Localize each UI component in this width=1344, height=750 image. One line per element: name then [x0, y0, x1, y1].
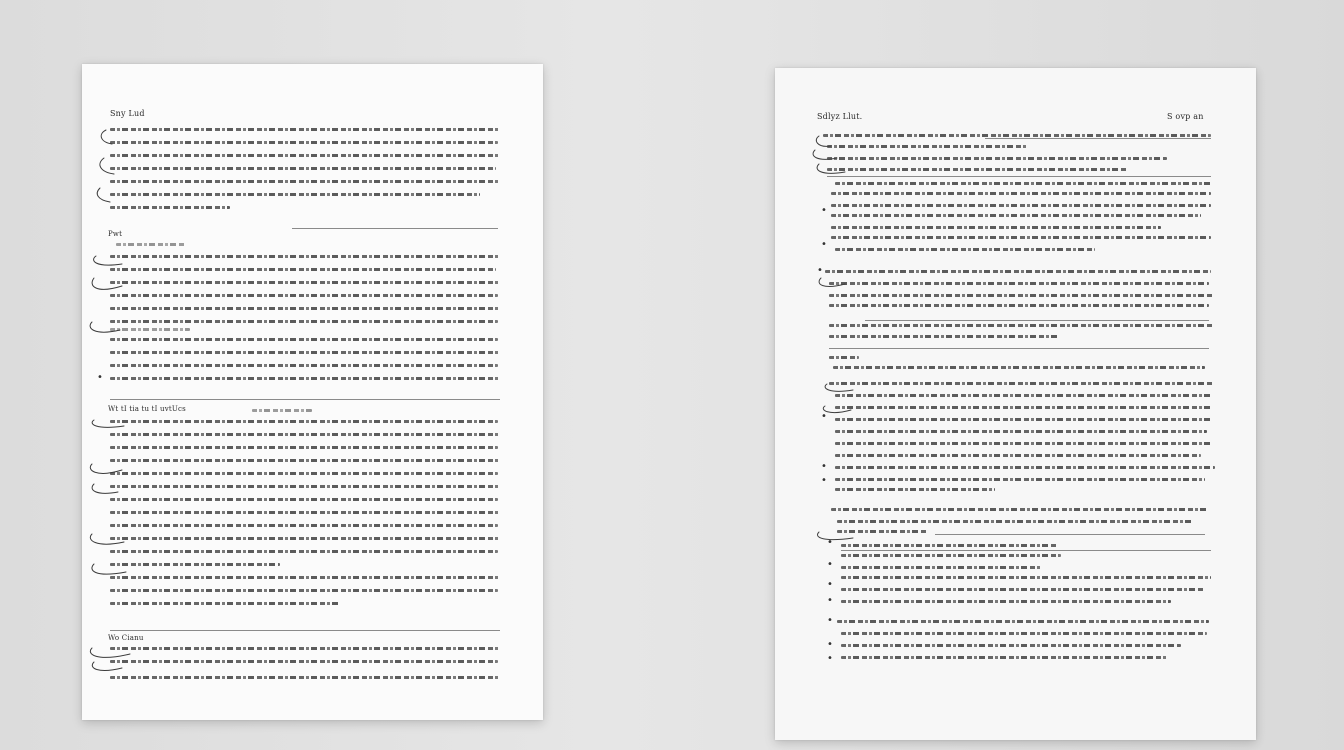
- annotation-stroke: [92, 564, 126, 574]
- annotation-stroke: [825, 384, 853, 391]
- annotation-stroke: [92, 420, 124, 427]
- bullet-mark: •: [827, 579, 833, 590]
- annotation-stroke: [819, 278, 845, 286]
- bullet-mark: •: [821, 239, 827, 250]
- page-number-label: S ovp an: [1167, 112, 1204, 121]
- section-heading: Wt tI tia tu tI uvtUcs: [108, 405, 186, 413]
- bullet-mark: •: [821, 205, 827, 216]
- bullet-mark: •: [821, 461, 827, 472]
- annotation-stroke: [101, 130, 112, 144]
- handwritten-annotations: [775, 68, 1256, 740]
- annotation-stroke: [90, 648, 130, 657]
- annotation-stroke: [92, 484, 118, 493]
- annotation-stroke: [816, 136, 831, 146]
- bullet-mark: •: [821, 411, 827, 422]
- bullet-mark: •: [821, 475, 827, 486]
- bullet-mark: •: [827, 559, 833, 570]
- annotation-stroke: [90, 322, 120, 332]
- annotation-stroke: [94, 256, 122, 265]
- annotation-stroke: [823, 406, 851, 413]
- bullet-mark: •: [817, 265, 823, 276]
- document-page-right: [775, 68, 1256, 740]
- bullet-mark: •: [827, 615, 833, 626]
- annotation-stroke: [92, 662, 122, 670]
- page-header: Sdlyz Llut.: [817, 112, 863, 121]
- bullet-mark: •: [827, 639, 833, 650]
- document-page-left: [82, 64, 543, 720]
- bullet-mark: •: [97, 372, 103, 383]
- annotation-stroke: [92, 278, 122, 289]
- annotation-stroke: [100, 158, 114, 174]
- bullet-mark: •: [827, 595, 833, 606]
- annotation-stroke: [90, 534, 124, 544]
- page-header: Sny Lud: [110, 109, 145, 118]
- handwritten-annotations: [82, 64, 543, 720]
- annotation-stroke: [817, 532, 853, 540]
- bullet-mark: •: [827, 537, 833, 548]
- section-heading: Wo Cianu: [108, 634, 144, 642]
- annotation-stroke: [817, 164, 845, 173]
- annotation-stroke: [97, 188, 110, 202]
- annotation-stroke: [90, 464, 122, 473]
- section-heading: Pwt: [108, 230, 123, 238]
- bullet-mark: •: [827, 653, 833, 664]
- annotation-stroke: [813, 150, 837, 159]
